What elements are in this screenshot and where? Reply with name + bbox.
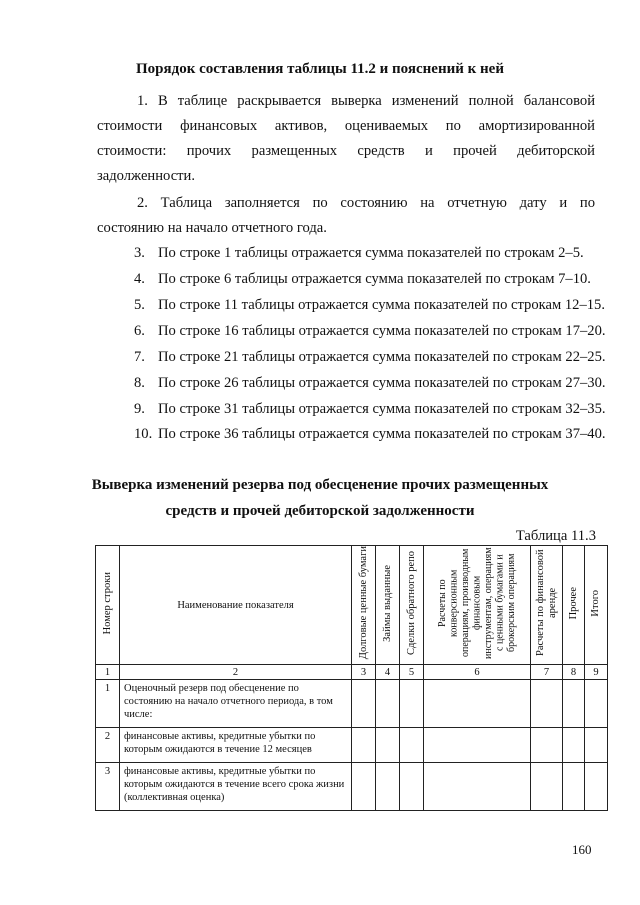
list-item: 3. По строке 1 таблицы отражается сумма показателей по строкам 2–5. xyxy=(134,245,584,261)
header-loans-issued: Займы выданные xyxy=(376,546,400,665)
page-number: 160 xyxy=(572,842,592,857)
paragraph-2-line-2: состоянию на начало отчетного года. xyxy=(97,220,327,236)
table-title-line-1: Выверка изменений резерва под обесценение прочих размещенных xyxy=(91,477,549,493)
header-settlements: Расчеты по конверсионным операциям, производным финансовым инструментам, операциям с ценными бумагами и брокерским операциям xyxy=(424,546,531,665)
list-item: 4. По строке 6 таблицы отражается сумма показателей по строкам 7–10. xyxy=(134,271,591,287)
value-cell xyxy=(400,680,424,728)
value-cell xyxy=(424,680,531,728)
table-title-line-2: средств и прочей дебиторской задолженности xyxy=(165,503,475,519)
value-cell xyxy=(352,728,376,763)
index-cell: 4 xyxy=(376,665,400,680)
table-header-row xyxy=(96,546,608,665)
index-cell: 9 xyxy=(585,665,608,680)
table-row xyxy=(96,680,608,728)
header-name: Наименование показателя xyxy=(120,546,352,665)
table-row xyxy=(96,763,608,811)
index-cell: 8 xyxy=(563,665,585,680)
header-row-number: Номер строки xyxy=(96,546,120,665)
index-cell: 7 xyxy=(531,665,563,680)
value-cell xyxy=(376,763,400,811)
index-cell: 3 xyxy=(352,665,376,680)
paragraph-1-line-1: 1. В таблице раскрывается выверка изменений полной балансовой xyxy=(137,93,595,109)
value-cell xyxy=(531,680,563,728)
value-cell xyxy=(376,728,400,763)
row-number: 2 xyxy=(96,728,120,763)
reconciliation-table xyxy=(95,545,608,811)
row-name: Оценочный резерв под обесценение по состоянию на начало отчетного периода, в том числе: xyxy=(120,680,352,728)
value-cell xyxy=(352,763,376,811)
header-reverse-repo: Сделки обратного репо xyxy=(400,546,424,665)
row-name: финансовые активы, кредитные убытки по которым ожидаются в течение 12 месяцев xyxy=(120,728,352,763)
paragraph-2-line-1: 2. Таблица заполняется по состоянию на отчетную дату и по xyxy=(137,195,595,211)
header-other: Прочее xyxy=(563,546,585,665)
list-item: 6. По строке 16 таблицы отражается сумма показателей по строкам 17–20. xyxy=(134,323,606,339)
index-cell: 1 xyxy=(96,665,120,680)
value-cell xyxy=(400,763,424,811)
value-cell xyxy=(531,728,563,763)
value-cell xyxy=(585,763,608,811)
list-item: 8. По строке 26 таблицы отражается сумма показателей по строкам 27–30. xyxy=(134,375,606,391)
value-cell xyxy=(563,680,585,728)
row-number: 3 xyxy=(96,763,120,811)
list-item: 9. По строке 31 таблицы отражается сумма показателей по строкам 32–35. xyxy=(134,401,606,417)
value-cell xyxy=(400,728,424,763)
table-caption: Таблица 11.3 xyxy=(515,528,596,544)
value-cell xyxy=(585,680,608,728)
section-title: Порядок составления таблицы 11.2 и пояснений к ней xyxy=(136,61,504,77)
index-cell: 5 xyxy=(400,665,424,680)
header-total: Итого xyxy=(585,546,608,665)
value-cell xyxy=(563,763,585,811)
header-debt-securities: Долговые ценные бумаги xyxy=(352,546,376,665)
value-cell xyxy=(424,728,531,763)
row-name: финансовые активы, кредитные убытки по которым ожидаются в течение всего срока жизни (коллективная оценка) xyxy=(120,763,352,811)
value-cell xyxy=(352,680,376,728)
table-index-row xyxy=(96,665,608,680)
value-cell xyxy=(531,763,563,811)
paragraph-1-line-2: стоимости финансовых активов, оцениваемых по амортизированной xyxy=(97,118,595,134)
list-item: 10. По строке 36 таблицы отражается сумма показателей по строкам 37–40. xyxy=(134,426,606,442)
value-cell xyxy=(424,763,531,811)
value-cell xyxy=(376,680,400,728)
index-cell: 6 xyxy=(424,665,531,680)
list-item: 5. По строке 11 таблицы отражается сумма показателей по строкам 12–15. xyxy=(134,297,606,313)
list-item: 7. По строке 21 таблицы отражается сумма показателей по строкам 22–25. xyxy=(134,349,606,365)
value-cell xyxy=(585,728,608,763)
value-cell xyxy=(563,728,585,763)
paragraph-1-line-4: задолженности. xyxy=(97,168,196,184)
table-row xyxy=(96,728,608,763)
index-cell: 2 xyxy=(120,665,352,680)
header-finance-lease: Расчеты по финансовой аренде xyxy=(531,546,563,665)
paragraph-1-line-3: стоимости: прочих размещенных средств и прочей дебиторской xyxy=(97,143,595,159)
row-number: 1 xyxy=(96,680,120,728)
